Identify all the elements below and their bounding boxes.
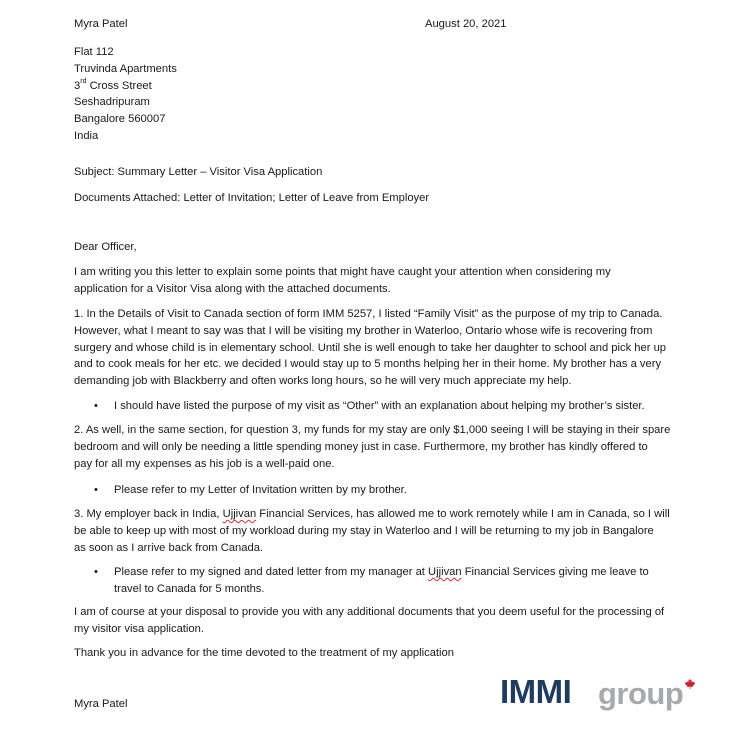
bullet-3-line: travel to Canada for 5 months.: [114, 582, 265, 595]
closing-line: my visitor visa application.: [74, 622, 204, 635]
point-2-line: pay for all my expenses as his job is a well-paid one.: [74, 457, 335, 470]
point-2-paragraph: [74, 422, 702, 472]
address-line-4: Seshadripuram: [74, 96, 150, 109]
point-3-text: 3. My employer back in India,: [74, 508, 223, 520]
signature-name: Myra Patel: [74, 698, 128, 710]
address-line-5: Bangalore 560007: [74, 113, 166, 126]
point-2-line: bedroom and will only be needing a little spending money just in case. Furthermore, my brother has kindly offered to: [74, 440, 648, 453]
bullet-icon: •: [94, 400, 98, 412]
point-1-line: and to cook meals for her etc. we decided I would stay up to 5 months helping her in their home. My brother has a very: [74, 358, 662, 371]
point-1-line: 1. In the Details of Visit to Canada section of form IMM 5257, I listed “Family Visit” as the purpose of my trip to Canada.: [74, 308, 663, 320]
address-line-1: Flat 112: [74, 46, 114, 58]
point-1-line: surgery and whose child is in elementary school. Until she is well enough to take her daughter to school and pick her up: [74, 341, 667, 354]
sender-name: Myra Patel: [74, 18, 128, 30]
intro-line: application for a Visitor Visa along with the attached documents.: [74, 282, 391, 295]
bullet-icon: •: [94, 566, 98, 578]
subject-line: Subject: Summary Letter – Visitor Visa Application: [74, 166, 323, 178]
documents-attached: Documents Attached: Letter of Invitation; Letter of Leave from Employer: [74, 192, 430, 204]
logo-text-immi: IMMI: [500, 673, 572, 710]
bullet-icon: •: [94, 484, 98, 496]
street-number: 3: [74, 79, 81, 92]
logo-text-group: group: [598, 676, 684, 711]
street-name: Cross Street: [86, 79, 152, 92]
point-3-line: be able to keep up with most of my workload during my stay in Waterloo and I will be returning to my job in Bangalore: [74, 524, 654, 537]
ordinal-suffix: rd: [80, 77, 87, 85]
point-3-text: Financial Services, has allowed me to work remotely while I am in Canada, so I will: [256, 508, 670, 520]
sender-address: [74, 44, 702, 145]
maple-leaf-icon: [684, 678, 696, 690]
salutation: Dear Officer,: [74, 241, 137, 253]
bullet-3-text: Please refer to my signed and dated letter from my manager at: [114, 566, 429, 578]
thank-you-line: Thank you in advance for the time devoted to the treatment of my application: [74, 647, 454, 659]
bullet-text: [114, 564, 704, 598]
bullet-3-text: Financial Services giving me leave to: [461, 566, 649, 578]
letter-date: August 20, 2021: [425, 18, 507, 30]
point-3-line: as soon as I arrive back from Canada.: [74, 541, 264, 554]
address-line-3: [74, 78, 702, 95]
intro-line: I am writing you this letter to explain some points that might have caught your attention when considering my: [74, 266, 611, 278]
closing-line: I am of course at your disposal to provide you with any additional documents that you deem useful for the processing of: [74, 606, 665, 618]
bullet-text: Please refer to my Letter of Invitation written by my brother.: [114, 484, 407, 496]
company-name: Ujjivan: [222, 508, 257, 520]
point-1-line: demanding job with Blackberry and often works long hours, so he will very much appreciate my help.: [74, 375, 572, 388]
closing-paragraph: [74, 604, 702, 638]
point-3-line: [74, 506, 702, 523]
address-line-2: Truvinda Apartments: [74, 62, 177, 75]
point-1-line: However, what I meant to say was that I will be visiting my brother in Waterloo, Ontario whose wife is recovering from: [74, 324, 653, 337]
point-3-paragraph: [74, 506, 702, 556]
address-line-6: India: [74, 129, 99, 142]
intro-paragraph: [74, 264, 702, 298]
point-2-line: 2. As well, in the same section, for question 3, my funds for my stay are only $1,000 seeing I will be staying in their spare: [74, 424, 671, 436]
company-name: Ujjivan: [428, 566, 462, 578]
point-1-paragraph: [74, 306, 702, 390]
bullet-text: I should have listed the purpose of my visit as “Other” with an explanation about helping my brother’s sister.: [114, 400, 645, 412]
